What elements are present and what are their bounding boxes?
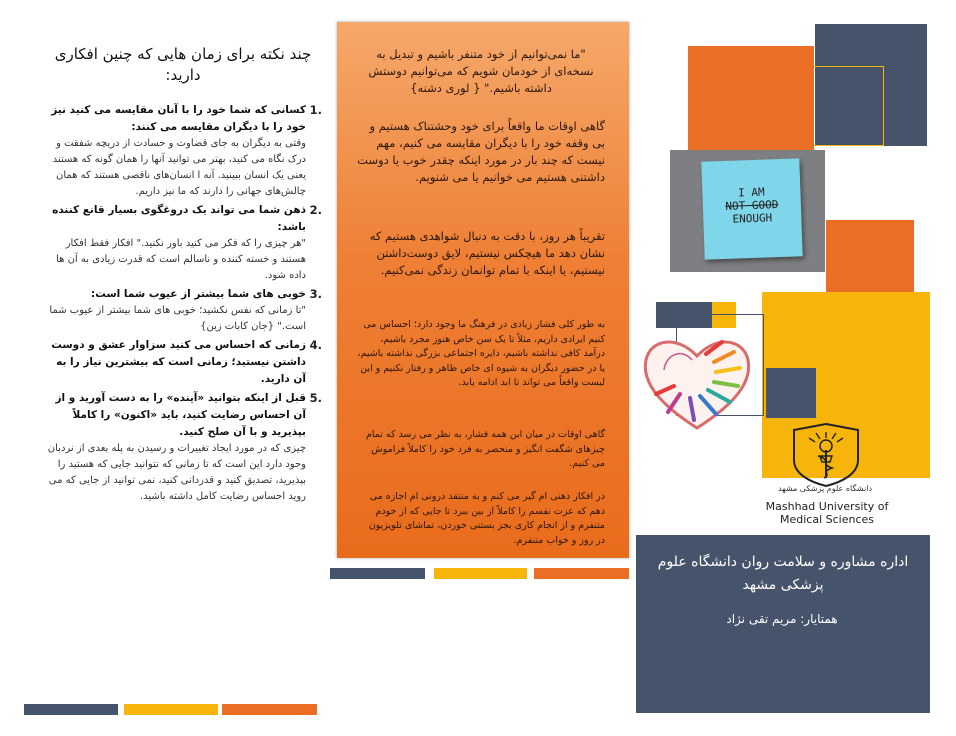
tip-body: چیزی که در مورد ایجاد تغییرات و رسیدن به پله بعدی از نردبان وجود دارد این است که تا زمانی که نتوانید جایی که هستید را بپذیرید، تصدیق کنید و قدردانی کنید، نمی توانید از جایی که می روید احساس رضایت کامل داشته باشید. xyxy=(47,443,306,502)
quote-paragraph: "ما نمی‌توانیم از خود متنفر باشیم و تبدیل به نسخه‌ای از خودمان شویم که می‌توانیم دوستش داشته باشیم." { لوری دشنه} xyxy=(368,47,594,95)
tip-body: وقتی به دیگران به جای قضاوت و حسادت از دریچه شفقت و درک نگاه می کنید، بهتر می توانید آنها را همان گونه که هستند یعنی یک انسان ببینید. آنه ا انسان‌های ناقصی هستند که همان چالش‌های جهانی را دارند که ما نیز داریم. xyxy=(52,138,306,197)
sticky-note-line: I AM xyxy=(737,185,765,200)
body-paragraph: تقریباً هر روز، با دقت به دنبال شواهدی هستیم که نشان دهد ما هیچکس نیستیم، لایق دوست‌داشتن نیستیم، یا اینکه با تمام توانمان زندگی نمی‌کنیم. xyxy=(369,229,605,277)
tip-item-4 xyxy=(40,337,322,388)
tip-number: .3 xyxy=(309,287,322,301)
sticky-note-line-struck: NOT GOOD xyxy=(725,198,779,213)
tip-heading: خوبی های شما بیشتر از عیوب شما است: xyxy=(91,288,306,300)
brochure-left-title: چند نکته برای زمان هایی که چنین افکاری دارید: xyxy=(54,45,312,84)
sticky-note-line: ENOUGH xyxy=(732,211,773,226)
decor-bar-navy xyxy=(330,568,425,579)
tip-heading: کسانی که شما خود را با آنان مقایسه می کنید نیز خود را با دیگران مقایسه می کنند: xyxy=(51,104,306,133)
body-paragraph: به طور کلی فشار زیادی در فرهنگ ما وجود دارد؛ احساس می کنیم ایرادی داریم، مثلاً تا یک سن خاص هنوز مجرد باشیم، درآمد کافی نداشته باشیم، دایره اجتماعی بزرگی نداشته باشیم، یا در حضور دیگران به شیوه ای خاص ظاهر و رفتار نکنیم و این لیست واقعاً می تواند تا ابد ادامه یابد. xyxy=(357,319,605,388)
peer-support-heart-logo xyxy=(638,324,756,442)
decor-square-navy xyxy=(766,368,816,418)
tip-number: .4 xyxy=(309,338,322,352)
body-paragraph: گاهی اوقات ما واقعاً برای خود وحشتناک هستیم و بی وقفه خود را با دیگران مقایسه می کنیم، مهم نیست که چند بار در مورد اینکه چقدر خوب یا دوست داشتنی هستیم می خوانیم یا می شنویم. xyxy=(357,119,605,184)
university-name-fa: دانشگاه علوم پزشکی مشهد xyxy=(777,484,873,493)
decor-square-orange xyxy=(688,46,814,150)
university-name-en: Mashhad University of xyxy=(765,500,889,513)
tip-body: "هر چیزی را که فکر می کنید باور نکنید." افکار فقط افکار هستند و خسته کننده و ناسالم است که قدرت زیادی به آن ها داده شود. xyxy=(56,238,306,281)
body-paragraph: گاهی اوقات در میان این همه فشار، به نظر می رسد که تمام چیزهای شگفت انگیز و منحصر به فرد خود را کاملاً فراموش می کنیم. xyxy=(366,429,605,469)
author-credit: همتایار: مریم تقی نژاد xyxy=(726,612,838,626)
tip-body: "تا زمانی که نفس نکشید؛ خوبی های شما بیشتر از عیوب شما است." {جان کابات زین} xyxy=(49,305,306,332)
university-name-en: Medical Sciences xyxy=(779,513,874,526)
tip-heading: قبل از اینکه بتوانید «آینده» را به دست آورید و از آن احساس رضایت کنید، باید «اکنون» را کاملاً بپذیرید و با آن صلح کنید. xyxy=(55,392,306,438)
tip-item-1 xyxy=(40,102,322,200)
tip-number: .1 xyxy=(309,103,322,117)
tip-number: .5 xyxy=(309,391,322,405)
tip-heading: زمانی که احساس می کنید سزاوار عشق و دوست داشتن نیستید؛ زمانی است که بیشترین نیاز را به آن دارید. xyxy=(51,339,306,385)
tips-list xyxy=(40,102,322,507)
tip-number: .2 xyxy=(309,203,322,217)
office-info-box xyxy=(636,535,930,713)
university-emblem xyxy=(780,420,872,490)
tip-item-5 xyxy=(40,390,322,505)
decor-bar-orange xyxy=(534,568,629,579)
body-paragraph: در افکار ذهنی ام گیر می کنم و به منتقد درونی ام اجازه می دهم که عزت نفسم را کاملاً از بین ببرد تا جایی که از خودم متنفرم و از انجام کاری بجز بستنی خوردن، تماشای تلویزیون در روز و خواب متنفرم. xyxy=(368,491,605,546)
sticky-note xyxy=(701,158,802,259)
decor-bar-navy xyxy=(24,704,118,715)
quote-panel xyxy=(337,22,629,558)
sticky-note-photo xyxy=(670,150,825,272)
tip-item-2 xyxy=(40,202,322,284)
tip-heading: ذهن شما می تواند یک دروغگوی بسیار قانع کننده باشد: xyxy=(52,204,306,233)
decor-bar-orange xyxy=(222,704,317,715)
tip-item-3 xyxy=(40,286,322,335)
decor-bar-gold xyxy=(434,568,527,579)
office-title: اداره مشاوره و سلامت روان دانشگاه علوم پزشکی مشهد xyxy=(657,554,909,593)
decor-bar-gold xyxy=(124,704,218,715)
